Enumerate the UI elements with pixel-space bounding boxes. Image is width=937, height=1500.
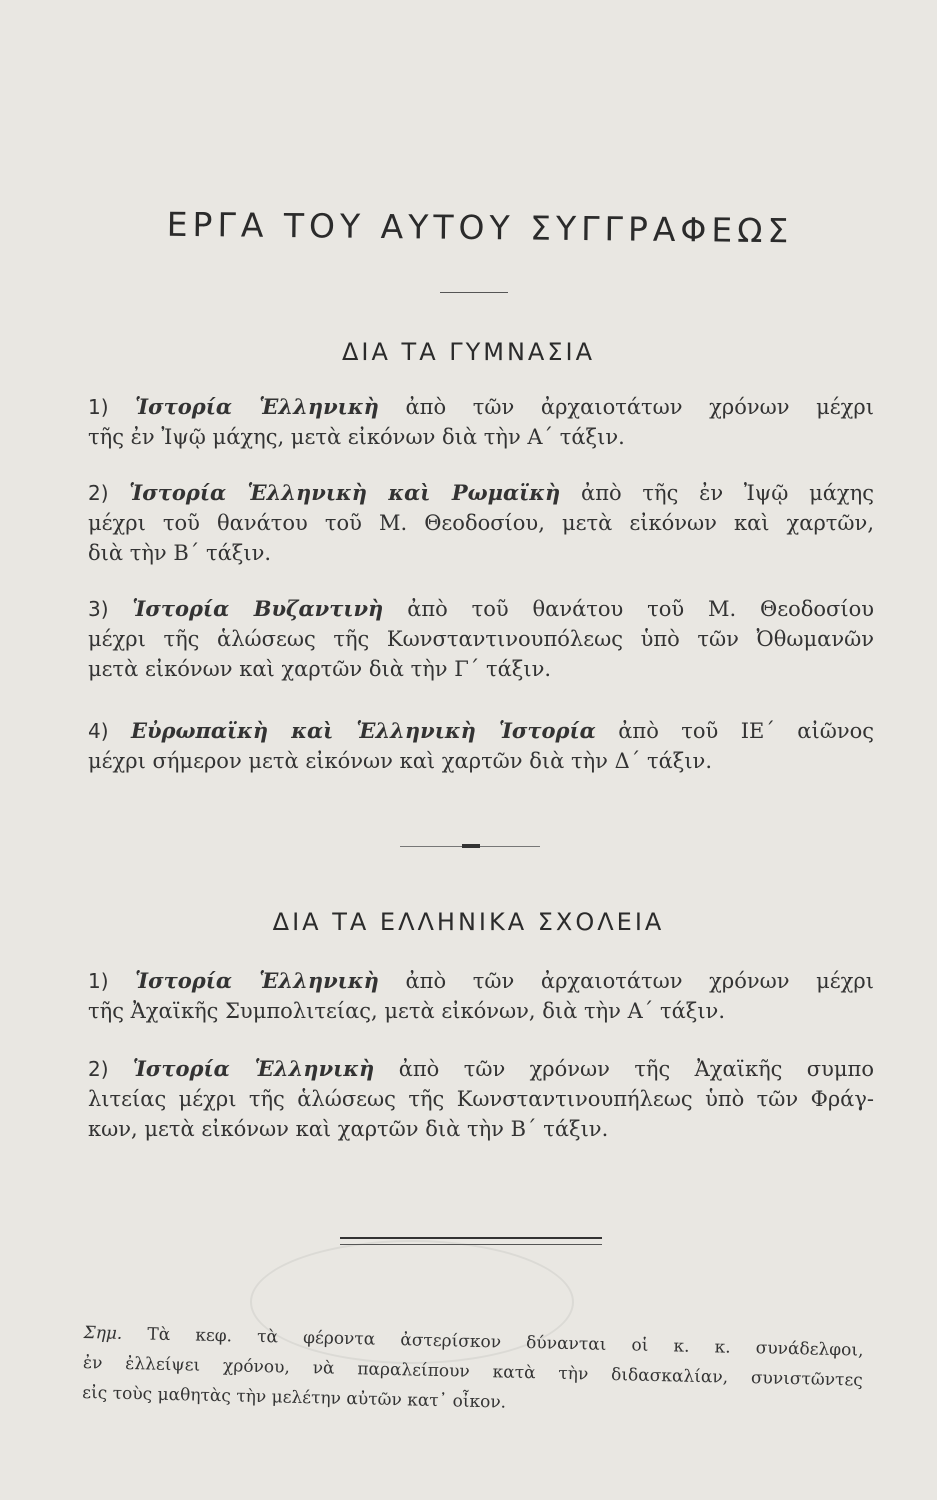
entry-number: 2) <box>88 481 109 505</box>
entry-text: ἀπὸ τῶν χρόνων τῆς Ἀχαϊκῆς συμπο <box>398 1057 874 1081</box>
entry-line: διὰ τὴν Β΄ τάξιν. <box>88 541 272 565</box>
entry-scholeia-1 <box>88 966 874 1026</box>
footnote-text: Τὰ κεφ. τὰ φέροντα ἀστερίσκον δύνανται οἱ κ. κ. συνάδελφοι, <box>147 1324 864 1361</box>
entry-gymnasia-3 <box>88 594 874 684</box>
entry-text: ἀπὸ τῶν ἀρχαιοτάτων χρόνων μέχρι <box>405 395 874 419</box>
entry-text: ἀπὸ τῶν ἀρχαιοτάτων χρόνων μέχρι <box>405 969 874 993</box>
entry-title: Εὐρωπαϊκὴ καὶ Ἑλληνικὴ Ἱστορία <box>130 718 596 743</box>
entry-line <box>88 716 874 746</box>
entry-number: 1) <box>88 395 109 419</box>
section-heading-ellinika-scholeia: ΔΙΑ ΤΑ ΕΛΛΗΝΙΚΑ ΣΧΟΛΕΙΑ <box>272 908 665 936</box>
entry-line: τῆς Ἀχαϊκῆς Συμπολιτείας, μετὰ εἰκόνων, διὰ τὴν Α΄ τάξιν. <box>88 999 726 1023</box>
section-heading-gymnasia: ΔΙΑ ΤΑ ΓΥΜΝΑΣΙΑ <box>341 338 596 366</box>
entry-line: μετὰ εἰκόνων καὶ χαρτῶν διὰ τὴν Γ΄ τάξιν. <box>88 657 552 681</box>
entry-line <box>88 392 874 422</box>
entry-title: Ἱστορία Ἑλληνικὴ <box>135 394 379 419</box>
double-rule-lower <box>340 1244 602 1245</box>
entry-number: 3) <box>88 597 109 621</box>
entry-text: ἀπὸ τοῦ ΙΕ΄ αἰῶνος <box>618 719 874 743</box>
entry-line: μέχρι τοῦ θανάτου τοῦ Μ. Θεοδοσίου, μετὰ εἰκόνων καὶ χαρτῶν, <box>88 511 874 535</box>
entry-number: 2) <box>88 1057 109 1081</box>
entry-number: 4) <box>88 719 109 743</box>
entry-line: κων, μετὰ εἰκόνων καὶ χαρτῶν διὰ τὴν Β΄ τάξιν. <box>88 1117 609 1141</box>
entry-title: Ἱστορία Ἑλληνικὴ καὶ Ρωμαϊκὴ <box>129 480 561 505</box>
entry-line <box>88 966 874 996</box>
entry-line <box>88 1054 874 1084</box>
entry-line: τῆς ἐν Ἰψῷ μάχης, μετὰ εἰκόνων διὰ τὴν Α΄ τάξιν. <box>88 425 625 449</box>
footnote <box>82 1318 864 1426</box>
entry-title: Ἱστορία Ἑλληνικὴ <box>132 1056 375 1081</box>
entry-gymnasia-2 <box>88 478 874 568</box>
entry-title: Ἱστορία Ἑλληνικὴ <box>135 968 379 993</box>
entry-line: μέχρι τῆς ἁλώσεως τῆς Κωνσταντινουπόλεως ὑπὸ τῶν Ὀθωμανῶν <box>88 627 874 651</box>
title-rule <box>440 292 508 293</box>
footnote-label: Σημ. <box>83 1322 123 1344</box>
entry-text: ἀπὸ τῆς ἐν Ἰψῷ μάχης <box>581 481 874 505</box>
footnote-line: εἰς τοὺς μαθητὰς τὴν μελέτην αὐτῶν κατ᾽ οἶκον. <box>82 1382 507 1413</box>
entry-title: Ἱστορία Βυζαντινὴ <box>132 596 384 621</box>
footnote-line: ἐν ἐλλείψει χρόνου, νὰ παραλείπουν κατὰ τὴν διδασκαλίαν, συνιστῶντες <box>82 1352 864 1391</box>
entry-number: 1) <box>88 969 109 993</box>
entry-text: ἀπὸ τοῦ θανάτου τοῦ Μ. Θεοδοσίου <box>407 597 874 621</box>
double-rule <box>340 1237 602 1239</box>
entry-scholeia-2 <box>88 1054 874 1144</box>
section-divider-mark <box>462 844 480 848</box>
page-title: ΕΡΓΑ ΤΟΥ ΑΥΤΟΥ ΣΥΓΓΡΑΦΕΩΣ <box>166 204 794 251</box>
entry-line <box>88 478 874 508</box>
entry-line <box>88 594 874 624</box>
entry-line: μέχρι σήμερον μετὰ εἰκόνων καὶ χαρτῶν διὰ τὴν Δ΄ τάξιν. <box>88 749 713 773</box>
entry-gymnasia-4 <box>88 716 874 776</box>
entry-gymnasia-1 <box>88 392 874 452</box>
entry-line: λιτείας μέχρι τῆς ἁλώσεως τῆς Κωνσταντινουπήλεως ὑπὸ τῶν Φράγ- <box>88 1087 874 1111</box>
